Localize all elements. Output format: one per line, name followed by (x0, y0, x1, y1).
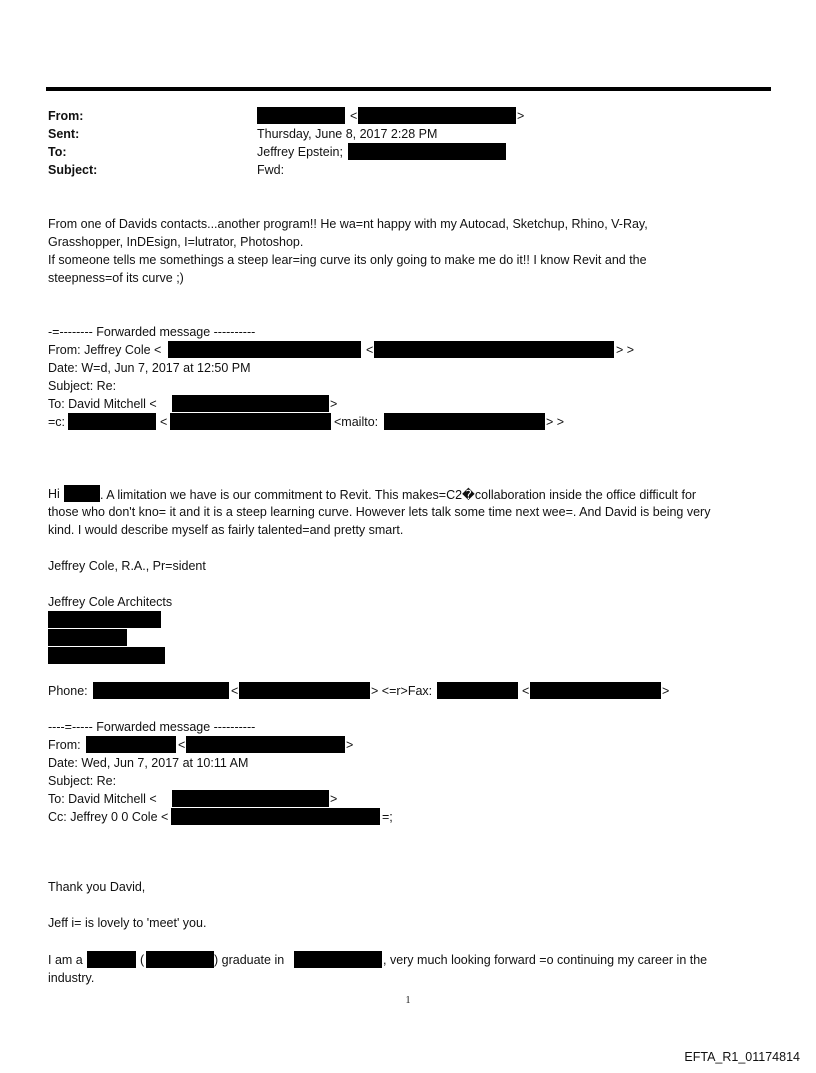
fwd1-date: Date: W=d, Jun 7, 2017 at 12:50 PM (48, 361, 251, 375)
body2-paren-open: ( (140, 953, 145, 967)
fwd2-cc-end: =; (382, 810, 393, 824)
to-value: Jeffrey Epstein; (257, 145, 343, 159)
page-number: 1 (405, 995, 411, 1006)
to-label: To: (48, 145, 67, 159)
header-rule (46, 87, 771, 91)
sent-value: Thursday, June 8, 2017 2:28 PM (257, 127, 438, 141)
body2-meet: Jeff i= is lovely to 'meet' you. (48, 916, 207, 930)
redaction-block (48, 647, 165, 664)
body1-line-1: . A limitation we have is our commitment to Revit. This makes=C2�collaboration inside the office difficult for (100, 488, 697, 502)
fwd2-divider: ----=----- Forwarded message ---------- (48, 720, 256, 734)
body2-graduate: ) graduate in (214, 953, 285, 967)
intro-line-4: steepness=of its curve ;) (48, 271, 184, 285)
sent-label: Sent: (48, 127, 80, 141)
redaction-block (168, 341, 361, 358)
body2-industry: industry. (48, 971, 95, 985)
redaction-block (87, 951, 136, 968)
from-label: From: (48, 109, 84, 123)
body1-hi: Hi (48, 487, 60, 501)
fwd2-date: Date: Wed, Jun 7, 2017 at 10:11 AM (48, 756, 249, 770)
body1-company: Jeffrey Cole Architects (48, 595, 173, 609)
body1-phone-lt: < (231, 684, 239, 698)
redaction-block (64, 485, 100, 502)
body2-rest: , very much looking forward =o continuing my career in the (383, 953, 708, 967)
body1-fax-lt: < (522, 684, 530, 698)
redaction-block (257, 107, 345, 124)
fwd2-cc: Cc: Jeffrey 0 0 Cole < (48, 810, 169, 824)
redaction-block (186, 736, 345, 753)
body1-fax-label: > <=r>Fax: (371, 684, 433, 698)
body1-line-3: kind. I would describe myself as fairly talented=and pretty smart. (48, 523, 404, 537)
fwd1-divider: -=-------- Forwarded message ---------- (48, 325, 256, 339)
fwd2-from-end: > (346, 738, 354, 752)
redaction-block (239, 682, 370, 699)
redaction-block (358, 107, 516, 124)
fwd2-from-lt: < (178, 738, 186, 752)
fwd1-to-end: > (330, 397, 338, 411)
redaction-block (93, 682, 229, 699)
fwd1-cc-mailto: <mailto: (334, 415, 379, 429)
redaction-block (172, 790, 329, 807)
subject-label: Subject: (48, 163, 98, 177)
body1-line-2: those who don't kno= it and it is a steep learning curve. However lets talk some time next wee=. And David is being very (48, 505, 711, 519)
fwd2-to: To: David Mitchell < (48, 792, 157, 806)
body1-signature: Jeffrey Cole, R.A., Pr=sident (48, 559, 206, 573)
redaction-block (172, 395, 329, 412)
redaction-block (48, 611, 161, 628)
redaction-block (68, 413, 156, 430)
fwd1-cc-end: > > (546, 415, 565, 429)
redaction-block (437, 682, 518, 699)
body1-phone-label: Phone: (48, 684, 88, 698)
fwd1-from: From: Jeffrey Cole < (48, 343, 162, 357)
redaction-block (374, 341, 614, 358)
fwd1-cc-lt: < (160, 415, 168, 429)
intro-line-2: Grasshopper, InDEsign, I=lutrator, Photoshop. (48, 235, 304, 249)
redaction-block (294, 951, 382, 968)
redaction-block (146, 951, 214, 968)
from-angle-close: > (517, 109, 525, 123)
body1-fax-end: > (662, 684, 670, 698)
redaction-block (348, 143, 506, 160)
subject-value: Fwd: (257, 163, 285, 177)
redaction-block (384, 413, 545, 430)
fwd2-from: From: (48, 738, 81, 752)
intro-line-1: From one of Davids contacts...another program!! He wa=nt happy with my Autocad, Sketchup, Rhino, V-Ray, (48, 217, 648, 231)
fwd2-to-end: > (330, 792, 338, 806)
redaction-block (86, 736, 176, 753)
body2-iam: I am a (48, 953, 83, 967)
redaction-block (171, 808, 380, 825)
body2-thanks: Thank you David, (48, 880, 146, 894)
document-id: EFTA_R1_01174814 (684, 1050, 800, 1064)
fwd1-to: To: David Mitchell < (48, 397, 157, 411)
redaction-block (530, 682, 661, 699)
intro-line-3: If someone tells me somethings a steep lear=ing curve its only going to make me do it!! I know Revit and the (48, 253, 647, 267)
from-angle-open: < (350, 109, 358, 123)
fwd1-from-end: > > (616, 343, 635, 357)
fwd1-cc: =c: (48, 415, 66, 429)
redaction-block (48, 629, 127, 646)
fwd1-from-lt: < (366, 343, 374, 357)
fwd1-subject: Subject: Re: (48, 379, 117, 393)
fwd2-subject: Subject: Re: (48, 774, 117, 788)
redaction-block (170, 413, 331, 430)
